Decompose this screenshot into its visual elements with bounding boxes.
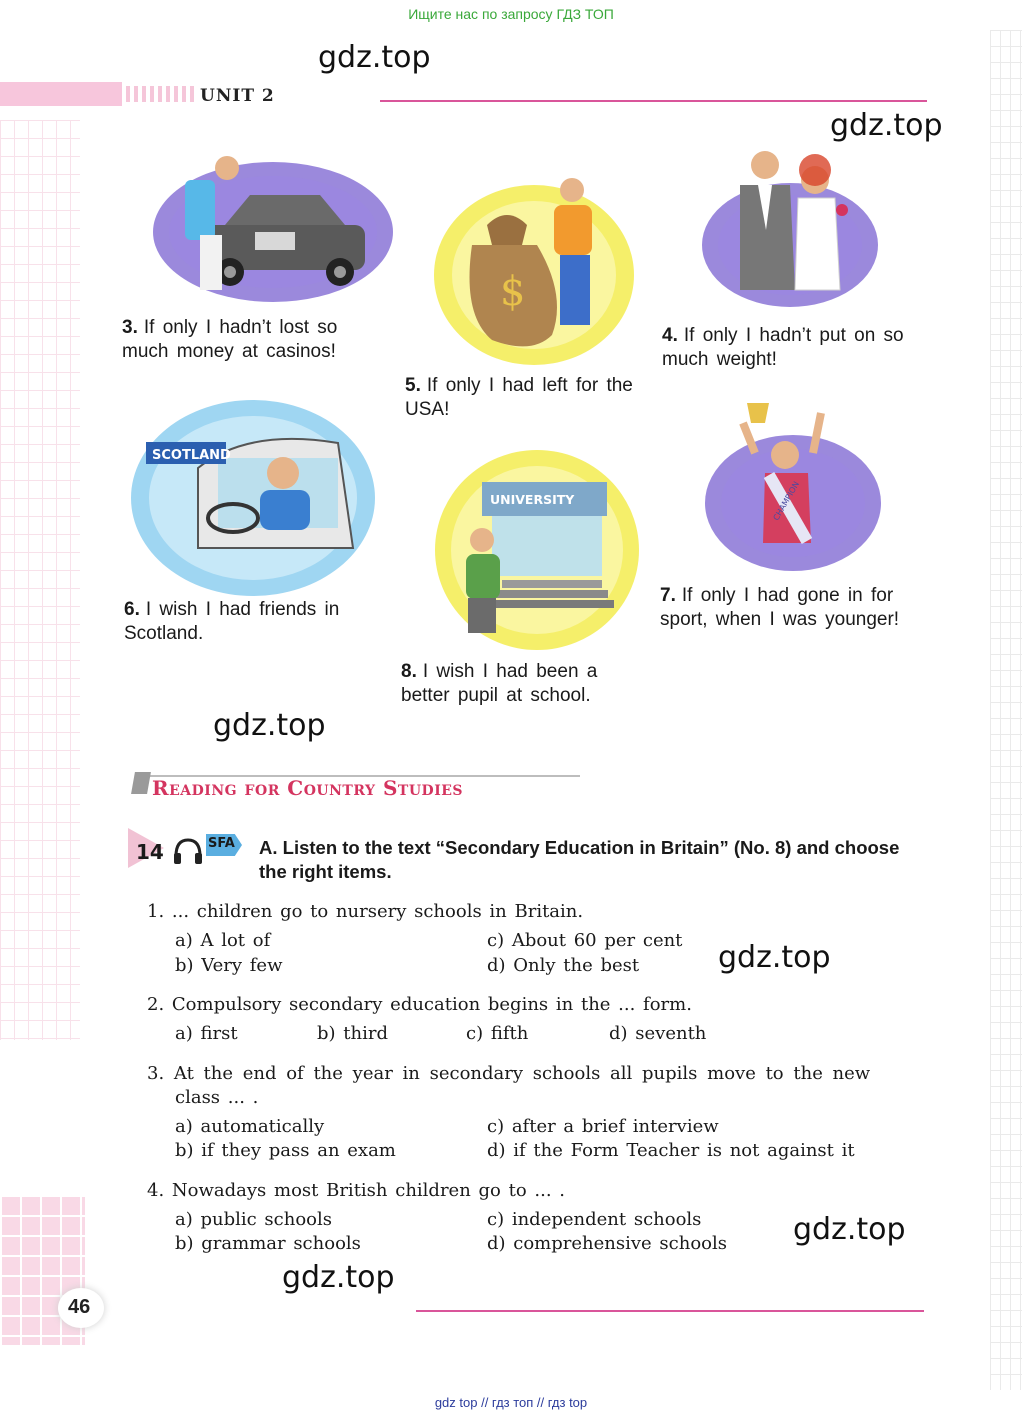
top-banner[interactable]: Ищите нас по запросу ГДЗ ТОП [408,6,614,22]
unit-dots [126,86,196,102]
caption-text: If only I hadn’t lost so much money at casinos! [122,317,338,362]
unit-label: UNIT 2 [200,86,275,106]
option-1b[interactable]: b) Very few [175,955,283,976]
svg-text:$: $ [500,269,526,315]
option-1c[interactable]: c) About 60 per cent [487,930,683,951]
option-2b[interactable]: b) third [317,1023,388,1044]
left-margin-decoration [0,120,80,1040]
caption-6 [124,598,392,646]
exercise-task: A. Listen to the text “Secondary Education in Britain” (No. 8) and choose the right items. [259,837,900,882]
caption-7 [660,584,916,632]
option-3d[interactable]: d) if the Form Teacher is not against it [487,1140,855,1161]
option-2c[interactable]: c) fifth [466,1023,529,1044]
champion-sash: CHAMPION [771,479,802,523]
caption-number: 6. [124,599,140,620]
money-bag-illustration [432,165,637,370]
footer-rule [416,1310,924,1312]
caption-text: If only I had gone in for sport, when I was younger! [660,585,900,630]
page-number: 46 [68,1296,91,1318]
section-marker [131,772,151,794]
option-4b[interactable]: b) grammar schools [175,1233,361,1254]
caption-text: If only I had left for the USA! [405,375,633,420]
caption-text: If only I hadn’t put on so much weight! [662,325,904,370]
unit-bar [0,82,122,106]
watermark: gdz.top [718,940,831,975]
question-2: 2. Compulsory secondary education begins in the ... form. [147,994,692,1015]
option-3c[interactable]: c) after a brief interview [487,1116,719,1137]
option-2a[interactable]: a) first [175,1023,238,1044]
option-2d[interactable]: d) seventh [609,1023,707,1044]
university-illustration [432,440,642,655]
caption-3 [122,316,390,364]
watermark: gdz.top [793,1212,906,1247]
question-1: 1. ... children go to nursery schools in Britain. [147,901,584,922]
option-4d[interactable]: d) comprehensive schools [487,1233,727,1254]
question-4: 4. Nowadays most British children go to ... . [147,1180,565,1201]
caption-text: I wish I had friends in Scotland. [124,599,340,644]
caption-number: 5. [405,375,421,396]
couple-illustration [700,140,880,315]
car-illustration [145,140,400,310]
option-4a[interactable]: a) public schools [175,1209,333,1230]
headphones-icon [172,836,204,866]
sfa-label: SFA [208,836,235,851]
section-title: Reading for Country Studies [152,776,464,800]
university-sign: UNIVERSITY [490,492,575,507]
caption-number: 7. [660,585,676,606]
watermark: gdz.top [282,1260,395,1295]
caption-5 [405,374,637,422]
watermark: gdz.top [213,708,326,743]
caption-text: I wish I had been a better pupil at school. [401,661,598,706]
scotland-driving-illustration [128,388,378,598]
caption-4 [662,324,918,372]
scotland-sign: SCOTLAND [152,448,231,463]
question-3-line-2: class ... . [175,1087,259,1108]
caption-number: 4. [662,325,678,346]
question-3-line-1: 3. At the end of the year in secondary schools all pupils move to the new [147,1063,871,1084]
caption-number: 8. [401,661,417,682]
champion-illustration [703,393,883,578]
option-3b[interactable]: b) if they pass an exam [175,1140,396,1161]
watermark: gdz.top [830,108,943,143]
option-3a[interactable]: a) automatically [175,1116,325,1137]
exercise-number: 14 [136,840,164,864]
right-margin-decoration [990,30,1022,1390]
watermark: gdz.top [318,40,431,75]
caption-8 [401,660,651,708]
option-1a[interactable]: a) A lot of [175,930,271,951]
header-rule [380,100,927,102]
footer-links[interactable]: gdz top // гдз топ // гдз top [434,1395,588,1410]
caption-number: 3. [122,317,138,338]
option-1d[interactable]: d) Only the best [487,955,640,976]
option-4c[interactable]: c) independent schools [487,1209,702,1230]
